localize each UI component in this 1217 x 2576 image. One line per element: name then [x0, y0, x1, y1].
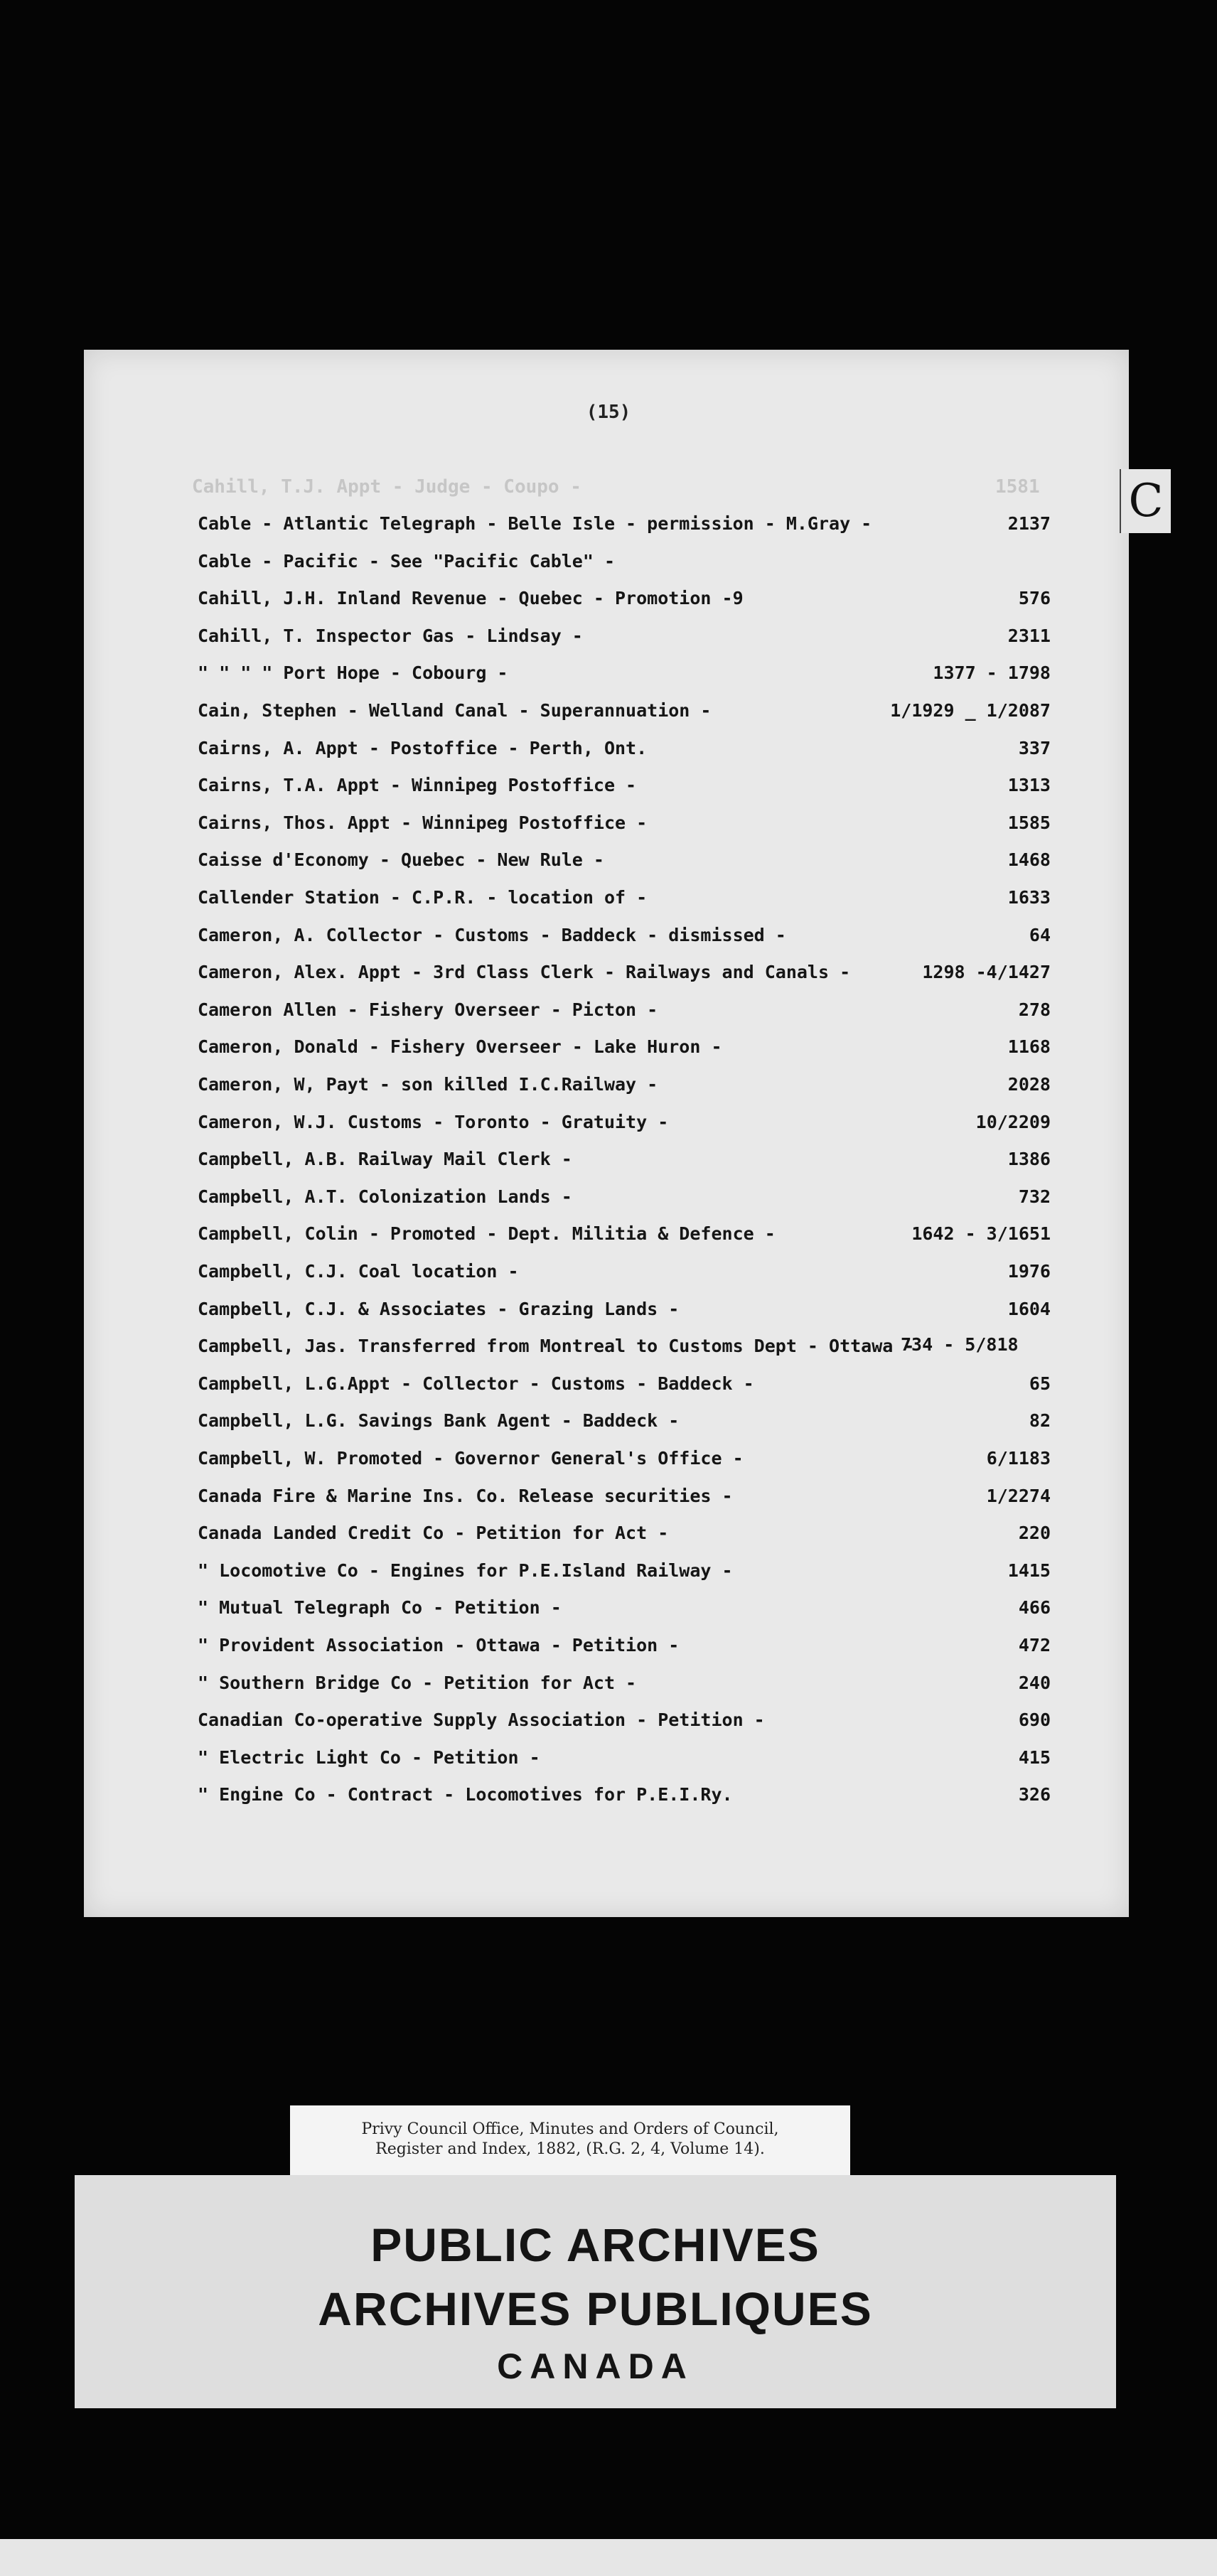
- entry-page-ref: 1468: [1007, 849, 1051, 871]
- entry-page-ref: 466: [1018, 1597, 1051, 1619]
- entry-page-ref: 2137: [1007, 513, 1051, 534]
- entry-page-ref: 1298 -4/1427: [922, 962, 1051, 983]
- entry-text: Campbell, L.G.Appt - Collector - Customs - Baddeck -: [198, 1373, 754, 1394]
- index-entry: [0, 849, 1217, 878]
- index-entry: [0, 1410, 1217, 1439]
- entry-page-ref: 415: [1018, 1746, 1051, 1768]
- page-number: (15): [586, 402, 631, 423]
- index-entry: [0, 1036, 1217, 1065]
- index-entry: [0, 1635, 1217, 1663]
- index-entry: [0, 1710, 1217, 1738]
- index-entry: [0, 513, 1217, 542]
- entry-text: Cahill, T. Inspector Gas - Lindsay -: [198, 625, 583, 646]
- entry-text: Cable - Pacific - See "Pacific Cable" -: [198, 550, 615, 571]
- entry-page-ref: 64: [1029, 924, 1051, 945]
- entry-text: Cameron Allen - Fishery Overseer - Picton -: [198, 999, 658, 1020]
- entry-page-ref: 278: [1018, 999, 1051, 1020]
- entry-text: Campbell, L.G. Savings Bank Agent - Baddeck -: [198, 1410, 680, 1432]
- entry-text: Cable - Atlantic Telegraph - Belle Isle - permission - M.Gray -: [198, 513, 872, 534]
- entry-page-ref: 732: [1018, 1186, 1051, 1207]
- entry-page-ref: 576: [1018, 588, 1051, 609]
- entry-page-ref: 1/1929 _ 1/2087: [890, 700, 1051, 721]
- entry-page-ref: 82: [1029, 1410, 1051, 1432]
- index-entry: [0, 1373, 1217, 1402]
- index-entry: [0, 887, 1217, 916]
- entry-text: " Electric Light Co - Petition -: [198, 1746, 540, 1768]
- index-entry: [0, 775, 1217, 803]
- entry-page-ref: 2311: [1007, 625, 1051, 646]
- entry-page-ref: 1/2274: [986, 1485, 1051, 1506]
- index-entry: [0, 1523, 1217, 1551]
- entry-page-ref: 10/2209: [975, 1111, 1051, 1132]
- index-entry: [0, 1448, 1217, 1476]
- entry-page-ref: 1585: [1007, 812, 1051, 833]
- index-entry: [0, 999, 1217, 1028]
- entry-page-ref: 1313: [1007, 775, 1051, 796]
- entry-text: Campbell, Jas. Transferred from Montreal to Customs Dept - Ottawa -: [198, 1336, 915, 1357]
- entry-text: Campbell, A.B. Railway Mail Clerk -: [198, 1149, 572, 1170]
- entry-text: Cameron, W.J. Customs - Toronto - Gratuity -: [198, 1111, 669, 1132]
- entry-text: Campbell, Colin - Promoted - Dept. Militia & Defence -: [198, 1223, 776, 1245]
- entry-page-ref: 1386: [1007, 1149, 1051, 1170]
- entry-page-ref: 1377 - 1798: [933, 662, 1051, 684]
- caption-line-2: Register and Index, 1882, (R.G. 2, 4, Volume 14).: [375, 2140, 765, 2158]
- entry-text: Canada Landed Credit Co - Petition for Act -: [198, 1523, 669, 1544]
- entry-page-ref: 326: [1018, 1784, 1051, 1805]
- entry-text: Campbell, C.J. & Associates - Grazing Lands -: [198, 1298, 680, 1319]
- index-entry: [0, 1560, 1217, 1589]
- index-entry: [0, 1112, 1217, 1140]
- index-entry: [0, 1673, 1217, 1701]
- index-entry: [0, 962, 1217, 990]
- entry-text: Cairns, Thos. Appt - Winnipeg Postoffice -: [198, 812, 648, 833]
- entry-page-ref: 1604: [1007, 1298, 1051, 1319]
- entry-text: Cahill, J.H. Inland Revenue - Quebec - Promotion -9: [198, 588, 744, 609]
- index-entry: [0, 1597, 1217, 1626]
- index-entry: [0, 1784, 1217, 1813]
- entry-page-ref: 1633: [1007, 887, 1051, 908]
- entry-subnumber: 734 - 5/818: [901, 1334, 1019, 1355]
- index-entry: [0, 1747, 1217, 1776]
- entry-page-ref: 2028: [1007, 1074, 1051, 1095]
- bottom-strip: [0, 2539, 1217, 2576]
- index-entry: [0, 1486, 1217, 1514]
- entry-text: Caisse d'Economy - Quebec - New Rule -: [198, 849, 604, 871]
- archive-caption: [290, 2105, 850, 2175]
- entry-text: " Locomotive Co - Engines for P.E.Island Railway -: [198, 1560, 733, 1581]
- index-entry: [0, 1261, 1217, 1289]
- entry-page-ref: 1642 - 3/1651: [911, 1223, 1051, 1245]
- entry-text: Cameron, Donald - Fishery Overseer - Lake Huron -: [198, 1036, 722, 1058]
- entry-text: Cain, Stephen - Welland Canal - Superannuation -: [198, 700, 712, 721]
- index-entry: [0, 738, 1217, 766]
- entry-page-ref: 6/1183: [986, 1448, 1051, 1469]
- stamp-line-2: ARCHIVES PUBLIQUES: [318, 2282, 873, 2335]
- entry-page-ref: 1168: [1007, 1036, 1051, 1058]
- entry-text: Cameron, W, Payt - son killed I.C.Railway -: [198, 1074, 658, 1095]
- archives-stamp: [75, 2175, 1116, 2408]
- entry-text: Campbell, A.T. Colonization Lands -: [198, 1186, 572, 1207]
- entry-page-ref: 472: [1018, 1635, 1051, 1655]
- entry-text: Cairns, T.A. Appt - Winnipeg Postoffice -: [198, 775, 637, 796]
- index-entry: [0, 700, 1217, 729]
- index-entry: [0, 551, 1217, 579]
- entry-text: Canadian Co-operative Supply Association - Petition -: [198, 1710, 765, 1731]
- index-entry: [0, 662, 1217, 691]
- entry-page-ref: 1415: [1007, 1560, 1051, 1581]
- entry-text: Canada Fire & Marine Ins. Co. Release securities -: [198, 1485, 733, 1506]
- entry-text: " Engine Co - Contract - Locomotives for P.E.I.Ry.: [198, 1784, 733, 1805]
- index-entry: [0, 812, 1217, 841]
- index-entry: [0, 1299, 1217, 1327]
- stamp-line-3: CANADA: [497, 2346, 694, 2386]
- entry-text: Cameron, Alex. Appt - 3rd Class Clerk - Railways and Canals -: [198, 962, 851, 983]
- entry-text: Campbell, C.J. Coal location -: [198, 1261, 519, 1282]
- entry-text: " " " " Port Hope - Cobourg -: [198, 662, 508, 684]
- entry-text: Cameron, A. Collector - Customs - Baddeck - dismissed -: [198, 924, 786, 945]
- faded-previous-number: 1581: [995, 476, 1040, 498]
- index-tab-letter: C: [1120, 469, 1171, 533]
- index-entry: [0, 588, 1217, 616]
- index-entry: [0, 925, 1217, 953]
- entry-text: " Southern Bridge Co - Petition for Act -: [198, 1672, 637, 1693]
- entry-page-ref: 65: [1029, 1373, 1051, 1394]
- entry-text: " Provident Association - Ottawa - Petition -: [198, 1635, 680, 1655]
- index-entry-subnumber: [0, 1334, 1217, 1363]
- index-entry: [0, 1149, 1217, 1177]
- entry-page-ref: 240: [1018, 1672, 1051, 1693]
- entry-page-ref: 690: [1018, 1710, 1051, 1731]
- stamp-line-1: PUBLIC ARCHIVES: [370, 2218, 820, 2271]
- index-entry: [0, 1074, 1217, 1102]
- index-entry: [0, 626, 1217, 654]
- caption-line-1: Privy Council Office, Minutes and Orders of Council,: [361, 2120, 779, 2138]
- entry-page-ref: 220: [1018, 1523, 1051, 1544]
- entry-page-ref: 1976: [1007, 1261, 1051, 1282]
- entry-text: Cairns, A. Appt - Postoffice - Perth, Ont.: [198, 737, 648, 758]
- index-entry: [0, 1223, 1217, 1252]
- entry-text: Campbell, W. Promoted - Governor General's Office -: [198, 1448, 744, 1469]
- entry-text: Callender Station - C.P.R. - location of -: [198, 887, 648, 908]
- faded-previous-entry: Cahill, T.J. Appt - Judge - Coupo -: [192, 476, 581, 498]
- entry-page-ref: 337: [1018, 737, 1051, 758]
- index-entry: [0, 1186, 1217, 1215]
- entry-text: " Mutual Telegraph Co - Petition -: [198, 1597, 562, 1619]
